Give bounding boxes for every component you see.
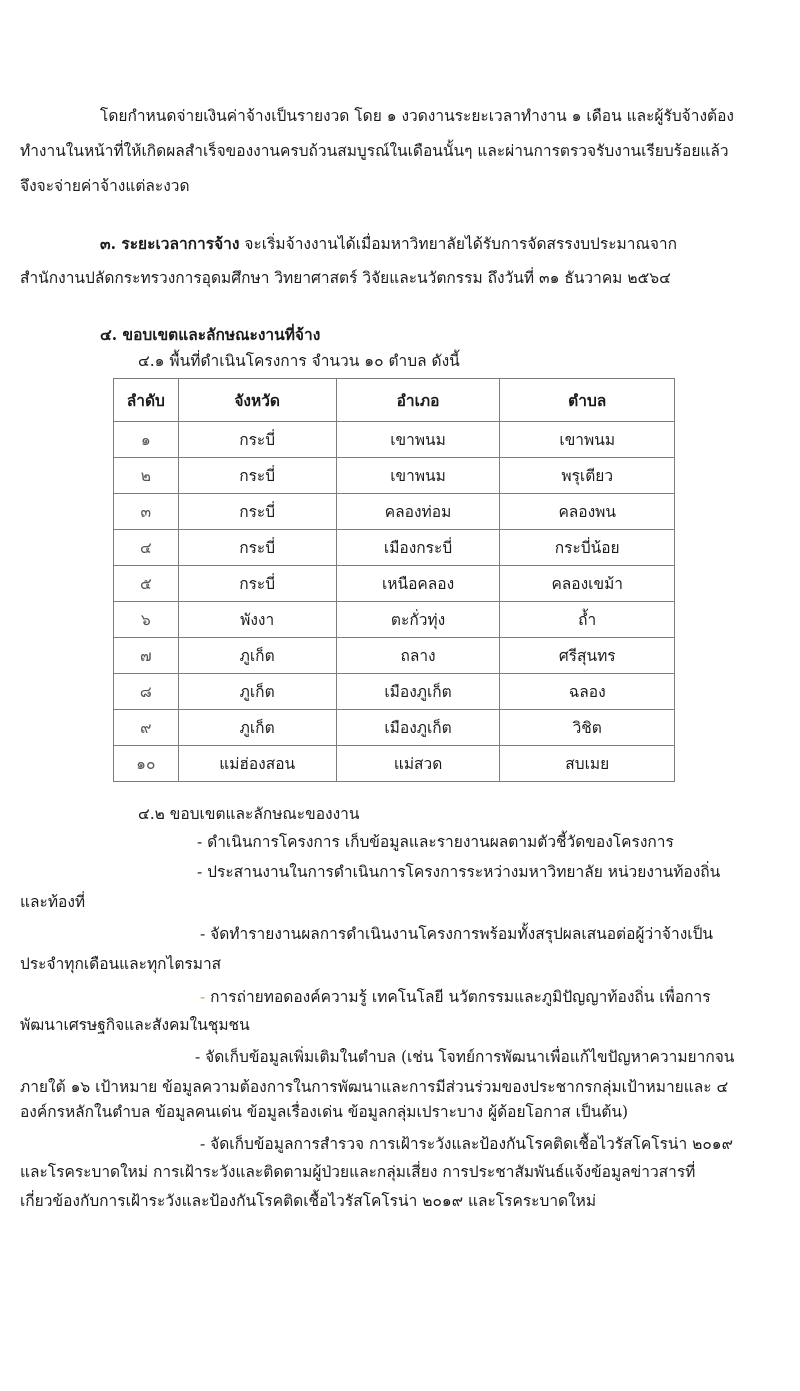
row-subdistrict: กระบี่น้อย	[500, 530, 675, 566]
scope-item-6-line-3: เกี่ยวข้องกับการเฝ้าระวังและป้องกันโรคติดเชื้อไวรัสโคโรน่า ๒๐๑๙ และโรคระบาดใหม่	[20, 1192, 597, 1210]
table-row	[114, 746, 675, 782]
table-row	[114, 602, 675, 638]
dash-mark: -	[200, 988, 206, 1006]
column-header-district: อำเภอ	[336, 379, 500, 422]
scope-item-5-line-2: ภายใต้ ๑๖ เป้าหมาย ข้อมูลความต้องการในการพัฒนาและการมีส่วนร่วมของประชากรกลุ่มเป้าหมายและ ๔	[20, 1078, 729, 1096]
table-row	[114, 710, 675, 746]
row-district: เขาพนม	[336, 422, 500, 458]
payment-line-2: ทำงานในหน้าที่ให้เกิดผลสำเร็จของงานครบถ้วนสมบูรณ์ในเดือนนั้นๆ และผ่านการตรวจรับงานเรียบร้อยแล้ว	[20, 142, 729, 160]
table-header-row	[114, 379, 675, 422]
row-province: กระบี่	[178, 530, 336, 566]
scope-item-5-line-1: - จัดเก็บข้อมูลเพิ่มเติมในตำบล (เช่น โจทย์การพัฒนาเพื่อแก้ไขปัญหาความยากจน	[195, 1048, 735, 1066]
row-order: ๗	[114, 638, 179, 674]
row-district: แม่สวด	[336, 746, 500, 782]
scope-item-1: - ดำเนินการโครงการ เก็บข้อมูลและรายงานผลตามตัวชี้วัดของโครงการ	[197, 833, 674, 851]
scope-item-6-line-1: - จัดเก็บข้อมูลการสำรวจ การเฝ้าระวังและป้องกันโรคติดเชื้อไวรัสโคโรน่า ๒๐๑๙	[200, 1135, 734, 1153]
row-subdistrict: ถ้ำ	[500, 602, 675, 638]
table-row	[114, 494, 675, 530]
table-row	[114, 422, 675, 458]
row-district: เมืองภูเก็ต	[336, 674, 500, 710]
row-district: คลองท่อม	[336, 494, 500, 530]
row-district: ตะกั่วทุ่ง	[336, 602, 500, 638]
row-subdistrict: ศรีสุนทร	[500, 638, 675, 674]
section3-paragraph-line-1	[100, 232, 677, 256]
scope-item-4-line-2: พัฒนาเศรษฐกิจและสังคมในชุมชน	[20, 1016, 250, 1034]
section4-sub1: ๔.๑ พื้นที่ดำเนินโครงการ จำนวน ๑๐ ตำบล ดังนี้	[138, 352, 460, 370]
table-row	[114, 674, 675, 710]
row-order: ๓	[114, 494, 179, 530]
row-district: เมืองภูเก็ต	[336, 710, 500, 746]
row-subdistrict: วิชิต	[500, 710, 675, 746]
row-district: ถลาง	[336, 638, 500, 674]
row-province: ภูเก็ต	[178, 710, 336, 746]
row-district: เมืองกระบี่	[336, 530, 500, 566]
row-province: กระบี่	[178, 494, 336, 530]
scope-item-6-line-2: และโรคระบาดใหม่ การเฝ้าระวังและติดตามผู้ป่วยและกลุ่มเสี่ยง การประชาสัมพันธ์แจ้งข้อมูลข่าวสารที่	[20, 1163, 696, 1181]
payment-line-1: โดยกำหนดจ่ายเงินค่าจ้างเป็นรายงวด โดย ๑ งวดงานระยะเวลาทำงาน ๑ เดือน และผู้รับจ้างต้อง	[100, 107, 734, 125]
scope-item-4-line-1	[200, 985, 711, 1009]
scope-item-5-line-3: องค์กรหลักในตำบล ข้อมูลคนเด่น ข้อมูลเรื่องเด่น ข้อมูลกลุ่มเปราะบาง ผู้ด้อยโอกาส เป็นต้น)	[20, 1103, 629, 1121]
row-subdistrict: ฉลอง	[500, 674, 675, 710]
row-district: เหนือคลอง	[336, 566, 500, 602]
column-header-province: จังหวัด	[178, 379, 336, 422]
row-order: ๖	[114, 602, 179, 638]
table-row	[114, 530, 675, 566]
section4-heading: ๔. ขอบเขตและลักษณะงานที่จ้าง	[100, 325, 321, 344]
row-order: ๙	[114, 710, 179, 746]
row-order: ๕	[114, 566, 179, 602]
row-subdistrict: คลองพน	[500, 494, 675, 530]
row-province: กระบี่	[178, 458, 336, 494]
scope-item-2-line-2: และท้องที่	[20, 893, 86, 911]
row-province: ภูเก็ต	[178, 638, 336, 674]
column-header-order: ลำดับ	[114, 379, 179, 422]
row-province: ภูเก็ต	[178, 674, 336, 710]
row-order: ๘	[114, 674, 179, 710]
row-province: แม่ฮ่องสอน	[178, 746, 336, 782]
section3-line-1-text: จะเริ่มจ้างงานได้เมื่อมหาวิทยาลัยได้รับการจัดสรรงบประมาณจาก	[244, 235, 678, 253]
table-row	[114, 566, 675, 602]
row-subdistrict: สบเมย	[500, 746, 675, 782]
row-province: กระบี่	[178, 422, 336, 458]
payment-line-3: จึงจะจ่ายค่าจ้างแต่ละงวด	[20, 177, 190, 195]
row-order: ๒	[114, 458, 179, 494]
row-subdistrict: คลองเขม้า	[500, 566, 675, 602]
row-province: กระบี่	[178, 566, 336, 602]
row-province: พังงา	[178, 602, 336, 638]
section3-heading: ๓. ระยะเวลาการจ้าง	[100, 234, 240, 253]
section3-line-2: สำนักงานปลัดกระทรวงการอุดมศึกษา วิทยาศาสตร์ วิจัยและนวัตกรรม ถึงวันที่ ๓๑ ธันวาคม ๒๕๖๔	[20, 269, 671, 287]
row-subdistrict: พรุเตียว	[500, 458, 675, 494]
row-subdistrict: เขาพนม	[500, 422, 675, 458]
scope-item-2-line-1: - ประสานงานในการดำเนินการโครงการระหว่างมหาวิทยาลัย หน่วยงานท้องถิ่น	[197, 863, 721, 881]
column-header-subdistrict: ตำบล	[500, 379, 675, 422]
row-district: เขาพนม	[336, 458, 500, 494]
scope-item-3-line-2: ประจำทุกเดือนและทุกไตรมาส	[20, 955, 222, 973]
row-order: ๔	[114, 530, 179, 566]
table-row	[114, 458, 675, 494]
scope-item-3-line-1: - จัดทำรายงานผลการดำเนินงานโครงการพร้อมทั้งสรุปผลเสนอต่อผู้ว่าจ้างเป็น	[200, 925, 714, 943]
table-row	[114, 638, 675, 674]
scope-item-4-text: การถ่ายทอดองค์ความรู้ เทคโนโลยี นวัตกรรมและภูมิปัญญาท้องถิ่น เพื่อการ	[205, 988, 711, 1006]
location-table	[113, 378, 675, 782]
row-order: ๑	[114, 422, 179, 458]
section4-sub2: ๔.๒ ขอบเขตและลักษณะของงาน	[138, 805, 360, 823]
row-order: ๑๐	[114, 746, 179, 782]
